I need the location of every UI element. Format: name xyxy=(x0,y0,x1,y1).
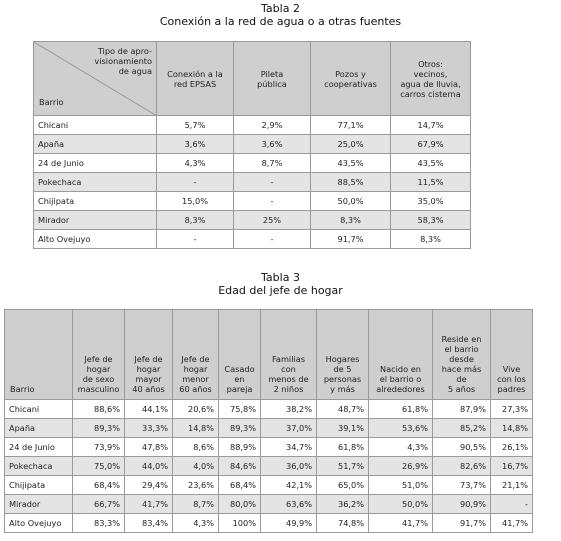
value-cell: 85,2% xyxy=(433,419,491,438)
value-cell: - xyxy=(234,173,311,192)
table3-column-header: Jefe de hogar de sexo masculino xyxy=(73,310,125,400)
barrio-cell: Chicani xyxy=(5,400,73,419)
value-cell: 65,0% xyxy=(317,476,369,495)
value-cell: 68,4% xyxy=(219,476,261,495)
table3-title: Tabla 3 xyxy=(261,271,300,284)
barrio-cell: Mirador xyxy=(34,211,157,230)
value-cell: 2,9% xyxy=(234,116,311,135)
value-cell: 4,3% xyxy=(369,438,433,457)
corner-top-label: Tipo de apro- visionamiento de agua xyxy=(94,46,152,76)
value-cell: 41,7% xyxy=(491,514,533,533)
table2-header-epsas: Conexión a la red EPSAS xyxy=(157,42,234,116)
value-cell: 23,6% xyxy=(173,476,219,495)
value-cell: 84,6% xyxy=(219,457,261,476)
value-cell: 68,4% xyxy=(73,476,125,495)
table-row xyxy=(5,476,533,495)
table2-header-pozos: Pozos y cooperativas xyxy=(311,42,391,116)
value-cell: 41,7% xyxy=(369,514,433,533)
value-cell: 50,0% xyxy=(311,192,391,211)
value-cell: 88,6% xyxy=(73,400,125,419)
value-cell: 11,5% xyxy=(391,173,471,192)
value-cell: 25,0% xyxy=(311,135,391,154)
value-cell: 5,7% xyxy=(157,116,234,135)
value-cell: 61,8% xyxy=(369,400,433,419)
value-cell: - xyxy=(234,230,311,249)
value-cell: 82,6% xyxy=(433,457,491,476)
value-cell: 8,6% xyxy=(173,438,219,457)
value-cell: 75,0% xyxy=(73,457,125,476)
value-cell: 8,7% xyxy=(173,495,219,514)
value-cell: 8,3% xyxy=(311,211,391,230)
value-cell: 89,3% xyxy=(219,419,261,438)
value-cell: 77,1% xyxy=(311,116,391,135)
value-cell: 41,7% xyxy=(125,495,173,514)
value-cell: 4,3% xyxy=(173,514,219,533)
table3-corner-header: Barrio xyxy=(5,310,73,400)
table2-subtitle: Conexión a la red de agua o a otras fuentes xyxy=(159,15,402,28)
table-row xyxy=(34,154,471,173)
value-cell: 90,5% xyxy=(433,438,491,457)
value-cell: 75,8% xyxy=(219,400,261,419)
table3 xyxy=(4,309,533,533)
barrio-cell: Pokechaca xyxy=(34,173,157,192)
barrio-cell: 24 de Junio xyxy=(34,154,157,173)
value-cell: 15,0% xyxy=(157,192,234,211)
table-row xyxy=(5,419,533,438)
value-cell: 44,0% xyxy=(125,457,173,476)
table-row xyxy=(5,457,533,476)
table-row xyxy=(34,211,471,230)
table3-column-header: Jefe de hogar menor 60 años xyxy=(173,310,219,400)
value-cell: 83,3% xyxy=(73,514,125,533)
value-cell: 74,8% xyxy=(317,514,369,533)
value-cell: 25% xyxy=(234,211,311,230)
value-cell: 26,1% xyxy=(491,438,533,457)
value-cell: 27,3% xyxy=(491,400,533,419)
value-cell: 36,2% xyxy=(317,495,369,514)
barrio-cell: Apaña xyxy=(34,135,157,154)
table3-column-header: Familias con menos de 2 niños xyxy=(261,310,317,400)
table-row xyxy=(5,438,533,457)
value-cell: 91,7% xyxy=(433,514,491,533)
barrio-cell: Apaña xyxy=(5,419,73,438)
value-cell: 4,3% xyxy=(157,154,234,173)
barrio-cell: Chicani xyxy=(34,116,157,135)
barrio-cell: Chijipata xyxy=(34,192,157,211)
value-cell: 51,7% xyxy=(317,457,369,476)
value-cell: 8,7% xyxy=(234,154,311,173)
value-cell: 87,9% xyxy=(433,400,491,419)
value-cell: 73,9% xyxy=(73,438,125,457)
value-cell: 50,0% xyxy=(369,495,433,514)
value-cell: 43,5% xyxy=(311,154,391,173)
value-cell: 83,4% xyxy=(125,514,173,533)
value-cell: 51,0% xyxy=(369,476,433,495)
value-cell: 48,7% xyxy=(317,400,369,419)
value-cell: 43,5% xyxy=(391,154,471,173)
value-cell: 44,1% xyxy=(125,400,173,419)
value-cell: 16,7% xyxy=(491,457,533,476)
barrio-cell: Mirador xyxy=(5,495,73,514)
table3-column-header: Vive con los padres xyxy=(491,310,533,400)
value-cell: 67,9% xyxy=(391,135,471,154)
value-cell: 34,7% xyxy=(261,438,317,457)
table-row xyxy=(34,230,471,249)
table2-corner-header xyxy=(34,42,157,116)
value-cell: 33,3% xyxy=(125,419,173,438)
value-cell: 61,8% xyxy=(317,438,369,457)
value-cell: 90,9% xyxy=(433,495,491,514)
value-cell: 4,0% xyxy=(173,457,219,476)
value-cell: 3,6% xyxy=(157,135,234,154)
value-cell: 42,1% xyxy=(261,476,317,495)
value-cell: 3,6% xyxy=(234,135,311,154)
value-cell: 26,9% xyxy=(369,457,433,476)
table2-header-pileta: Pileta pública xyxy=(234,42,311,116)
table2 xyxy=(33,41,471,249)
value-cell: 36,0% xyxy=(261,457,317,476)
table-row xyxy=(34,135,471,154)
table3-column-header: Hogares de 5 personas y más xyxy=(317,310,369,400)
value-cell: 73,7% xyxy=(433,476,491,495)
value-cell: 38,2% xyxy=(261,400,317,419)
value-cell: 88,9% xyxy=(219,438,261,457)
barrio-cell: Alto Ovejuyo xyxy=(5,514,73,533)
value-cell: 39,1% xyxy=(317,419,369,438)
value-cell: 49,9% xyxy=(261,514,317,533)
value-cell: - xyxy=(157,173,234,192)
value-cell: 14,8% xyxy=(173,419,219,438)
value-cell: 37,0% xyxy=(261,419,317,438)
value-cell: 21,1% xyxy=(491,476,533,495)
value-cell: 20,6% xyxy=(173,400,219,419)
table-row xyxy=(34,116,471,135)
value-cell: 8,3% xyxy=(391,230,471,249)
value-cell: 14,7% xyxy=(391,116,471,135)
barrio-cell: Alto Ovejuyo xyxy=(34,230,157,249)
value-cell: 63,6% xyxy=(261,495,317,514)
value-cell: 100% xyxy=(219,514,261,533)
table2-header-otros: Otros: vecinos, agua de lluvia, carros cisterna xyxy=(391,42,471,116)
value-cell: - xyxy=(157,230,234,249)
barrio-cell: Chijipata xyxy=(5,476,73,495)
table-row xyxy=(5,400,533,419)
value-cell: 8,3% xyxy=(157,211,234,230)
table3-column-header: Reside en el barrio desde hace más de 5 años xyxy=(433,310,491,400)
value-cell: 47,8% xyxy=(125,438,173,457)
table3-column-header: Jefe de hogar mayor 40 años xyxy=(125,310,173,400)
value-cell: 14,8% xyxy=(491,419,533,438)
value-cell: - xyxy=(491,495,533,514)
table3-column-header: Nacido en el barrio o alrededores xyxy=(369,310,433,400)
value-cell: 58,3% xyxy=(391,211,471,230)
value-cell: 35,0% xyxy=(391,192,471,211)
table-row xyxy=(34,192,471,211)
corner-bottom-label: Barrio xyxy=(39,97,64,107)
value-cell: 29,4% xyxy=(125,476,173,495)
table-row xyxy=(5,495,533,514)
value-cell: 80,0% xyxy=(219,495,261,514)
value-cell: 89,3% xyxy=(73,419,125,438)
table3-column-header: Casado en pareja xyxy=(219,310,261,400)
table-row xyxy=(34,173,471,192)
table-row xyxy=(5,514,533,533)
table2-title: Tabla 2 xyxy=(261,2,300,15)
value-cell: - xyxy=(234,192,311,211)
value-cell: 91,7% xyxy=(311,230,391,249)
barrio-cell: 24 de Junio xyxy=(5,438,73,457)
barrio-cell: Pokechaca xyxy=(5,457,73,476)
value-cell: 66,7% xyxy=(73,495,125,514)
value-cell: 88,5% xyxy=(311,173,391,192)
value-cell: 53,6% xyxy=(369,419,433,438)
table3-subtitle: Edad del jefe de hogar xyxy=(218,284,343,297)
